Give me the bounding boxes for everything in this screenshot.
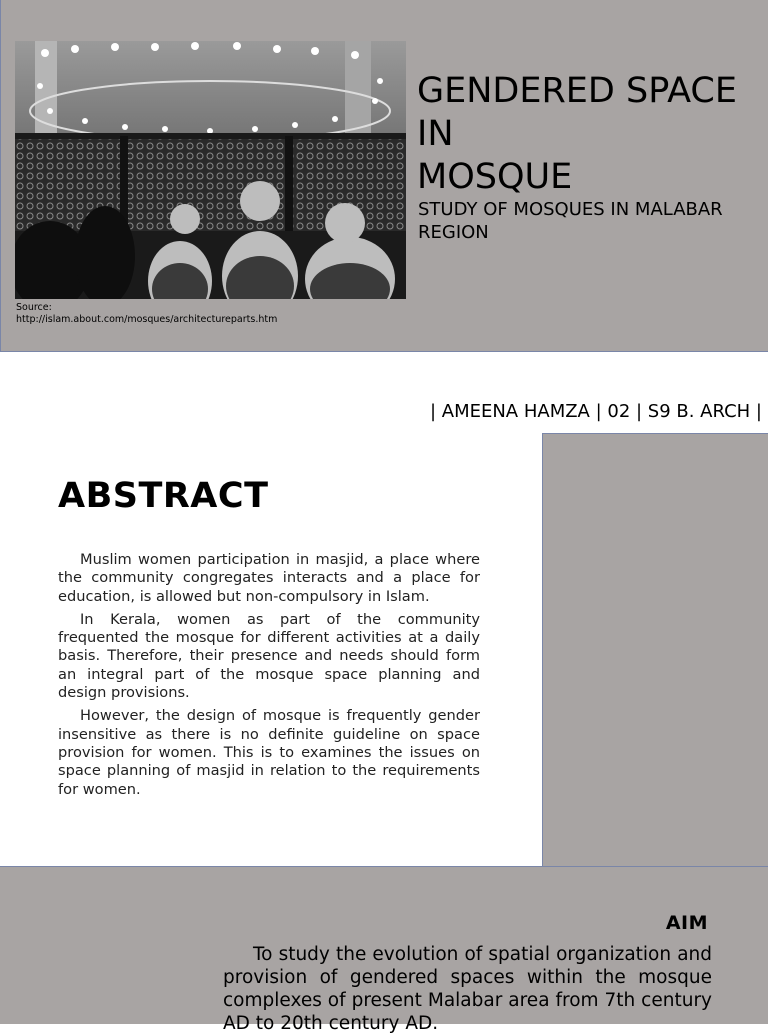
abstract-paragraph: However, the design of mosque is frequently gender insensitive as there is no definite guideline on space provision for women. This is to examines the issues on space planning of masjid in relation to the requirements for women. xyxy=(58,707,480,798)
abstract-body xyxy=(58,551,480,804)
cover-slide xyxy=(0,0,768,352)
abstract-heading: ABSTRACT xyxy=(58,476,269,516)
image-source xyxy=(16,302,278,326)
side-panel xyxy=(542,433,768,866)
abstract-paragraph: In Kerala, women as part of the community frequented the mosque for different activities at a daily basis. Therefore, their presence and needs should form an integral part of the mosque space planning and design provisions. xyxy=(58,610,480,702)
mosque-interior-photo xyxy=(15,41,406,299)
author-line: | AMEENA HAMZA | 02 | S9 B. ARCH | xyxy=(429,401,762,422)
aim-text: To study the evolution of spatial organization and provision of gendered spaces within the mosque complexes of present Malabar area from 7th century AD to 20th century AD. xyxy=(223,944,712,1034)
abstract-paragraph: Muslim women participation in masjid, a place where the community congregates interacts and a place for education, is allowed but non-compulsory in Islam. xyxy=(58,551,480,605)
page-title: GENDERED SPACE IN MOSQUE xyxy=(417,71,737,197)
aim-heading: AIM xyxy=(665,912,708,934)
source-label: Source: xyxy=(16,302,52,313)
page-subtitle: STUDY OF MOSQUES IN MALABAR REGION xyxy=(418,199,723,243)
source-url: http://islam.about.com/mosques/architectureparts.htm xyxy=(16,314,278,325)
